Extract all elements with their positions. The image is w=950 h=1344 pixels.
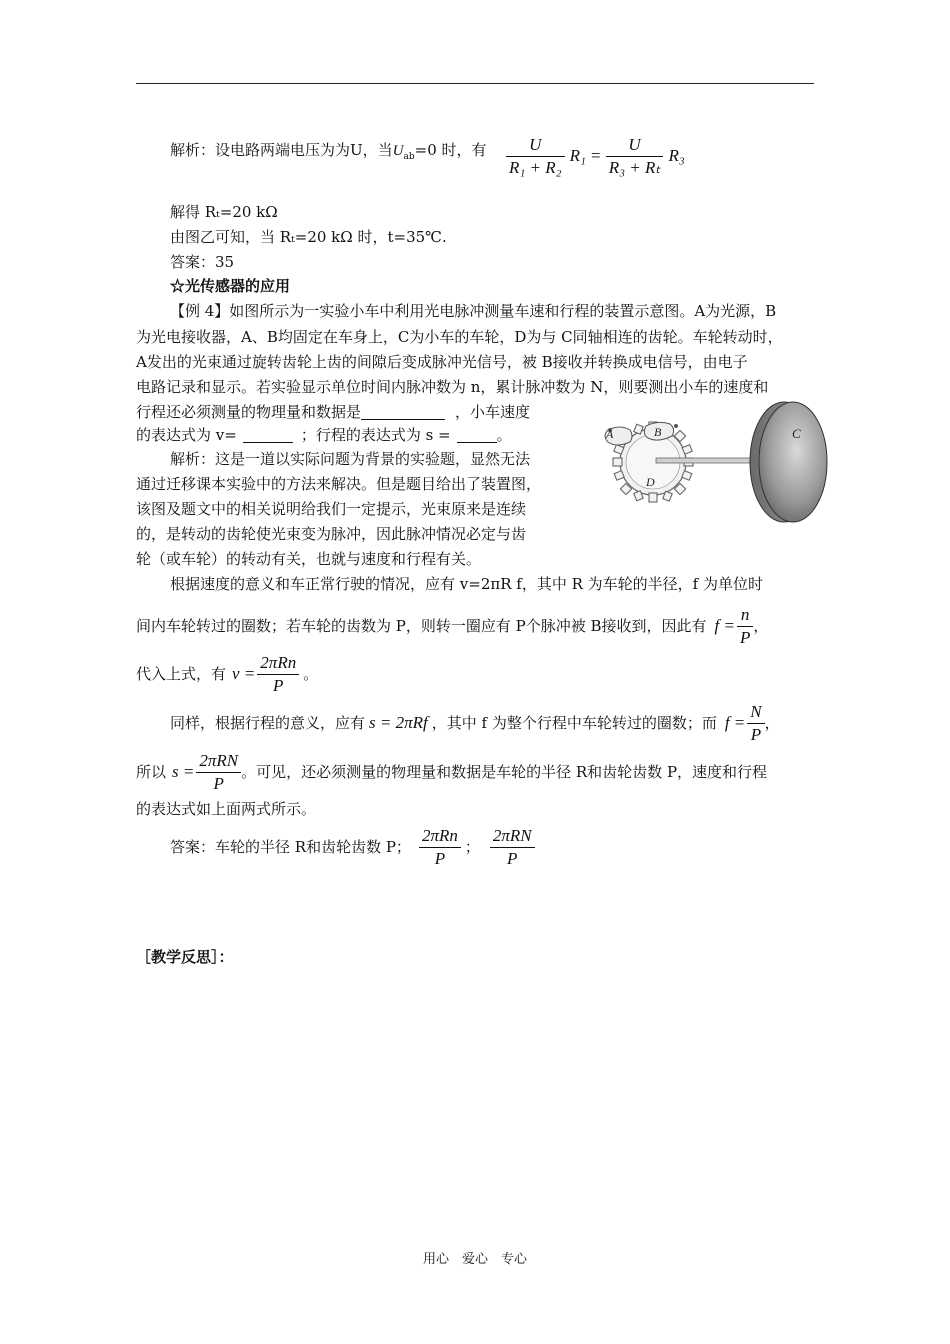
analysis2-p10: [136, 748, 767, 796]
example4-line1: 【例 4】如图所示为一实验小车中利用光电脉冲测量车速和行程的装置示意图。A为光源，B: [170, 302, 777, 320]
analysis2-p2: 通过迁移课本实验中的方法来解决。但是题目给出了装置图，: [136, 475, 542, 493]
p9-eq: s = 2πRf: [369, 713, 428, 732]
answer-2: [170, 822, 535, 872]
analysis1-text: 解析：设电路两端电压为为U，当: [170, 141, 393, 159]
p7-numerator: n: [737, 604, 753, 627]
solve-line: 解得 Rₜ=20 kΩ: [170, 203, 278, 221]
analysis2-p6: 根据速度的意义和车正常行驶的情况，应有 v=2πR f，其中 R 为车轮的半径，f 为单位时: [170, 575, 763, 593]
example4-line3: A发出的光束通过旋转齿轮上齿的间隙后变成脉冲光信号，被 B接收并转换成电信号，由电子: [136, 353, 748, 371]
eq1-left-r: R₁: [569, 146, 586, 165]
p7-eq-lhs: f =: [714, 616, 735, 635]
header-rule: [136, 83, 814, 84]
device-figure: [600, 396, 840, 528]
answer2-separator: ；: [464, 838, 480, 856]
p9-denominator: P: [750, 724, 762, 744]
p9-eq2: f =: [724, 713, 746, 732]
p7-denominator: P: [739, 627, 751, 647]
analysis2-p5: 轮（或车轮）的转动有关，也就与速度和行程有关。: [136, 550, 482, 568]
uab-subscript: ab: [403, 152, 415, 162]
p10-eq: s =: [172, 762, 195, 781]
example4-line6: [136, 425, 512, 445]
p8-denominator: P: [273, 675, 284, 695]
eq1-right-numerator: U: [606, 134, 664, 157]
answer2-f2-numerator: 2πRN: [490, 825, 535, 848]
example4-line6-mid: ；行程的表达式为 s =: [300, 426, 451, 444]
teaching-reflection: ［教学反思］：: [136, 948, 234, 966]
page-footer: 用心 爱心 专心: [422, 1252, 527, 1267]
example4-line4: 电路记录和显示。若实验显示单位时间内脉冲数为 n，累计脉冲数为 N，则要测出小车的速度和: [136, 378, 769, 396]
analysis2-p3: 该图及题文中的相关说明给我们一定提示，光束原来是连续: [136, 500, 527, 518]
eq1-sign: =: [591, 146, 601, 165]
analysis2-p11: 的表达式如上面两式所示。: [136, 800, 317, 818]
analysis2-p8: [136, 650, 318, 698]
eq1-left-numerator: U: [506, 134, 565, 157]
answer-blank-velocity[interactable]: [243, 426, 293, 443]
example4-line5: [136, 402, 530, 422]
analysis2-p8-text: 代入上式，有: [136, 665, 227, 683]
p8-eq-lhs: v =: [232, 664, 256, 683]
analysis2-p9: [170, 699, 780, 747]
wheel-icon: [750, 402, 827, 522]
p9-numerator: N: [747, 701, 764, 724]
analysis2-p9-text2: ，其中 f 为整个行程中车轮转过的圈数；而: [431, 714, 717, 732]
analysis2-p7-text: 间内车轮转过的圈数；若车轮的齿数为 P，则转一圈应有 P个脉冲被 B接收到，因此有: [136, 617, 707, 635]
answer2-f2-denominator: P: [507, 848, 518, 868]
p9-end: ，: [764, 714, 780, 732]
figure-label-c: C: [792, 426, 801, 441]
eq1-right-denominator: R₃ + Rₜ: [608, 158, 661, 177]
graph-line: 由图乙可知，当 Rₜ=20 kΩ 时，t=35℃.: [170, 228, 447, 246]
analysis2-p10-text2: 。可见，还必须测量的物理量和数据是车轮的半径 R和齿轮齿数 P，速度和行程: [241, 763, 768, 781]
figure-label-d: D: [646, 475, 655, 489]
figure-label-a: A: [606, 427, 614, 441]
analysis1-line: [170, 140, 487, 167]
answer-1: 答案：35: [170, 253, 235, 271]
answer2-f1-numerator: 2πRn: [419, 825, 461, 848]
analysis2-p9-text: 同样，根据行程的意义，应有: [170, 714, 366, 732]
analysis2-p10-text: 所以: [136, 763, 167, 781]
eq1-left-denominator: R₁ + R₂: [509, 158, 562, 177]
analysis2-p7: [136, 602, 768, 650]
answer2-text: 答案：车轮的半径 R和齿轮齿数 P；: [170, 838, 411, 856]
example4-line5-text: 行程还必须测量的物理量和数据是: [136, 403, 362, 421]
example4-line6-text: 的表达式为 v=: [136, 426, 237, 444]
example4-line6-end: 。: [496, 426, 512, 444]
analysis1-text2: =0 时，有: [414, 141, 487, 159]
analysis2-p1: 解析：这是一道以实际问题为背景的实验题，显然无法: [170, 450, 531, 468]
p10-denominator: P: [213, 773, 224, 793]
p8-end: 。: [303, 665, 319, 683]
p7-end: ，: [753, 617, 769, 635]
figure-label-b: B: [654, 425, 662, 439]
p8-numerator: 2πRn: [257, 652, 299, 675]
example4-line2: 为光电接收器，A、B均固定在车身上，C为小车的车轮，D为与 C同轴相连的齿轮。车轮转动时，: [136, 328, 783, 346]
equation-1: [506, 134, 685, 179]
analysis2-p4: 的，是转动的齿轮使光束变为脉冲，因此脉冲情况必定与齿: [136, 525, 527, 543]
section-title: ☆光传感器的应用: [170, 277, 291, 295]
uab-symbol: U: [392, 143, 404, 159]
answer-blank-quantities[interactable]: [361, 403, 445, 420]
eq1-right-r: R₃: [668, 146, 685, 165]
p10-numerator: 2πRN: [196, 750, 241, 773]
answer-blank-distance[interactable]: [457, 426, 497, 443]
example4-line5-tail: ，小车速度: [455, 403, 531, 421]
answer2-f1-denominator: P: [434, 848, 446, 868]
